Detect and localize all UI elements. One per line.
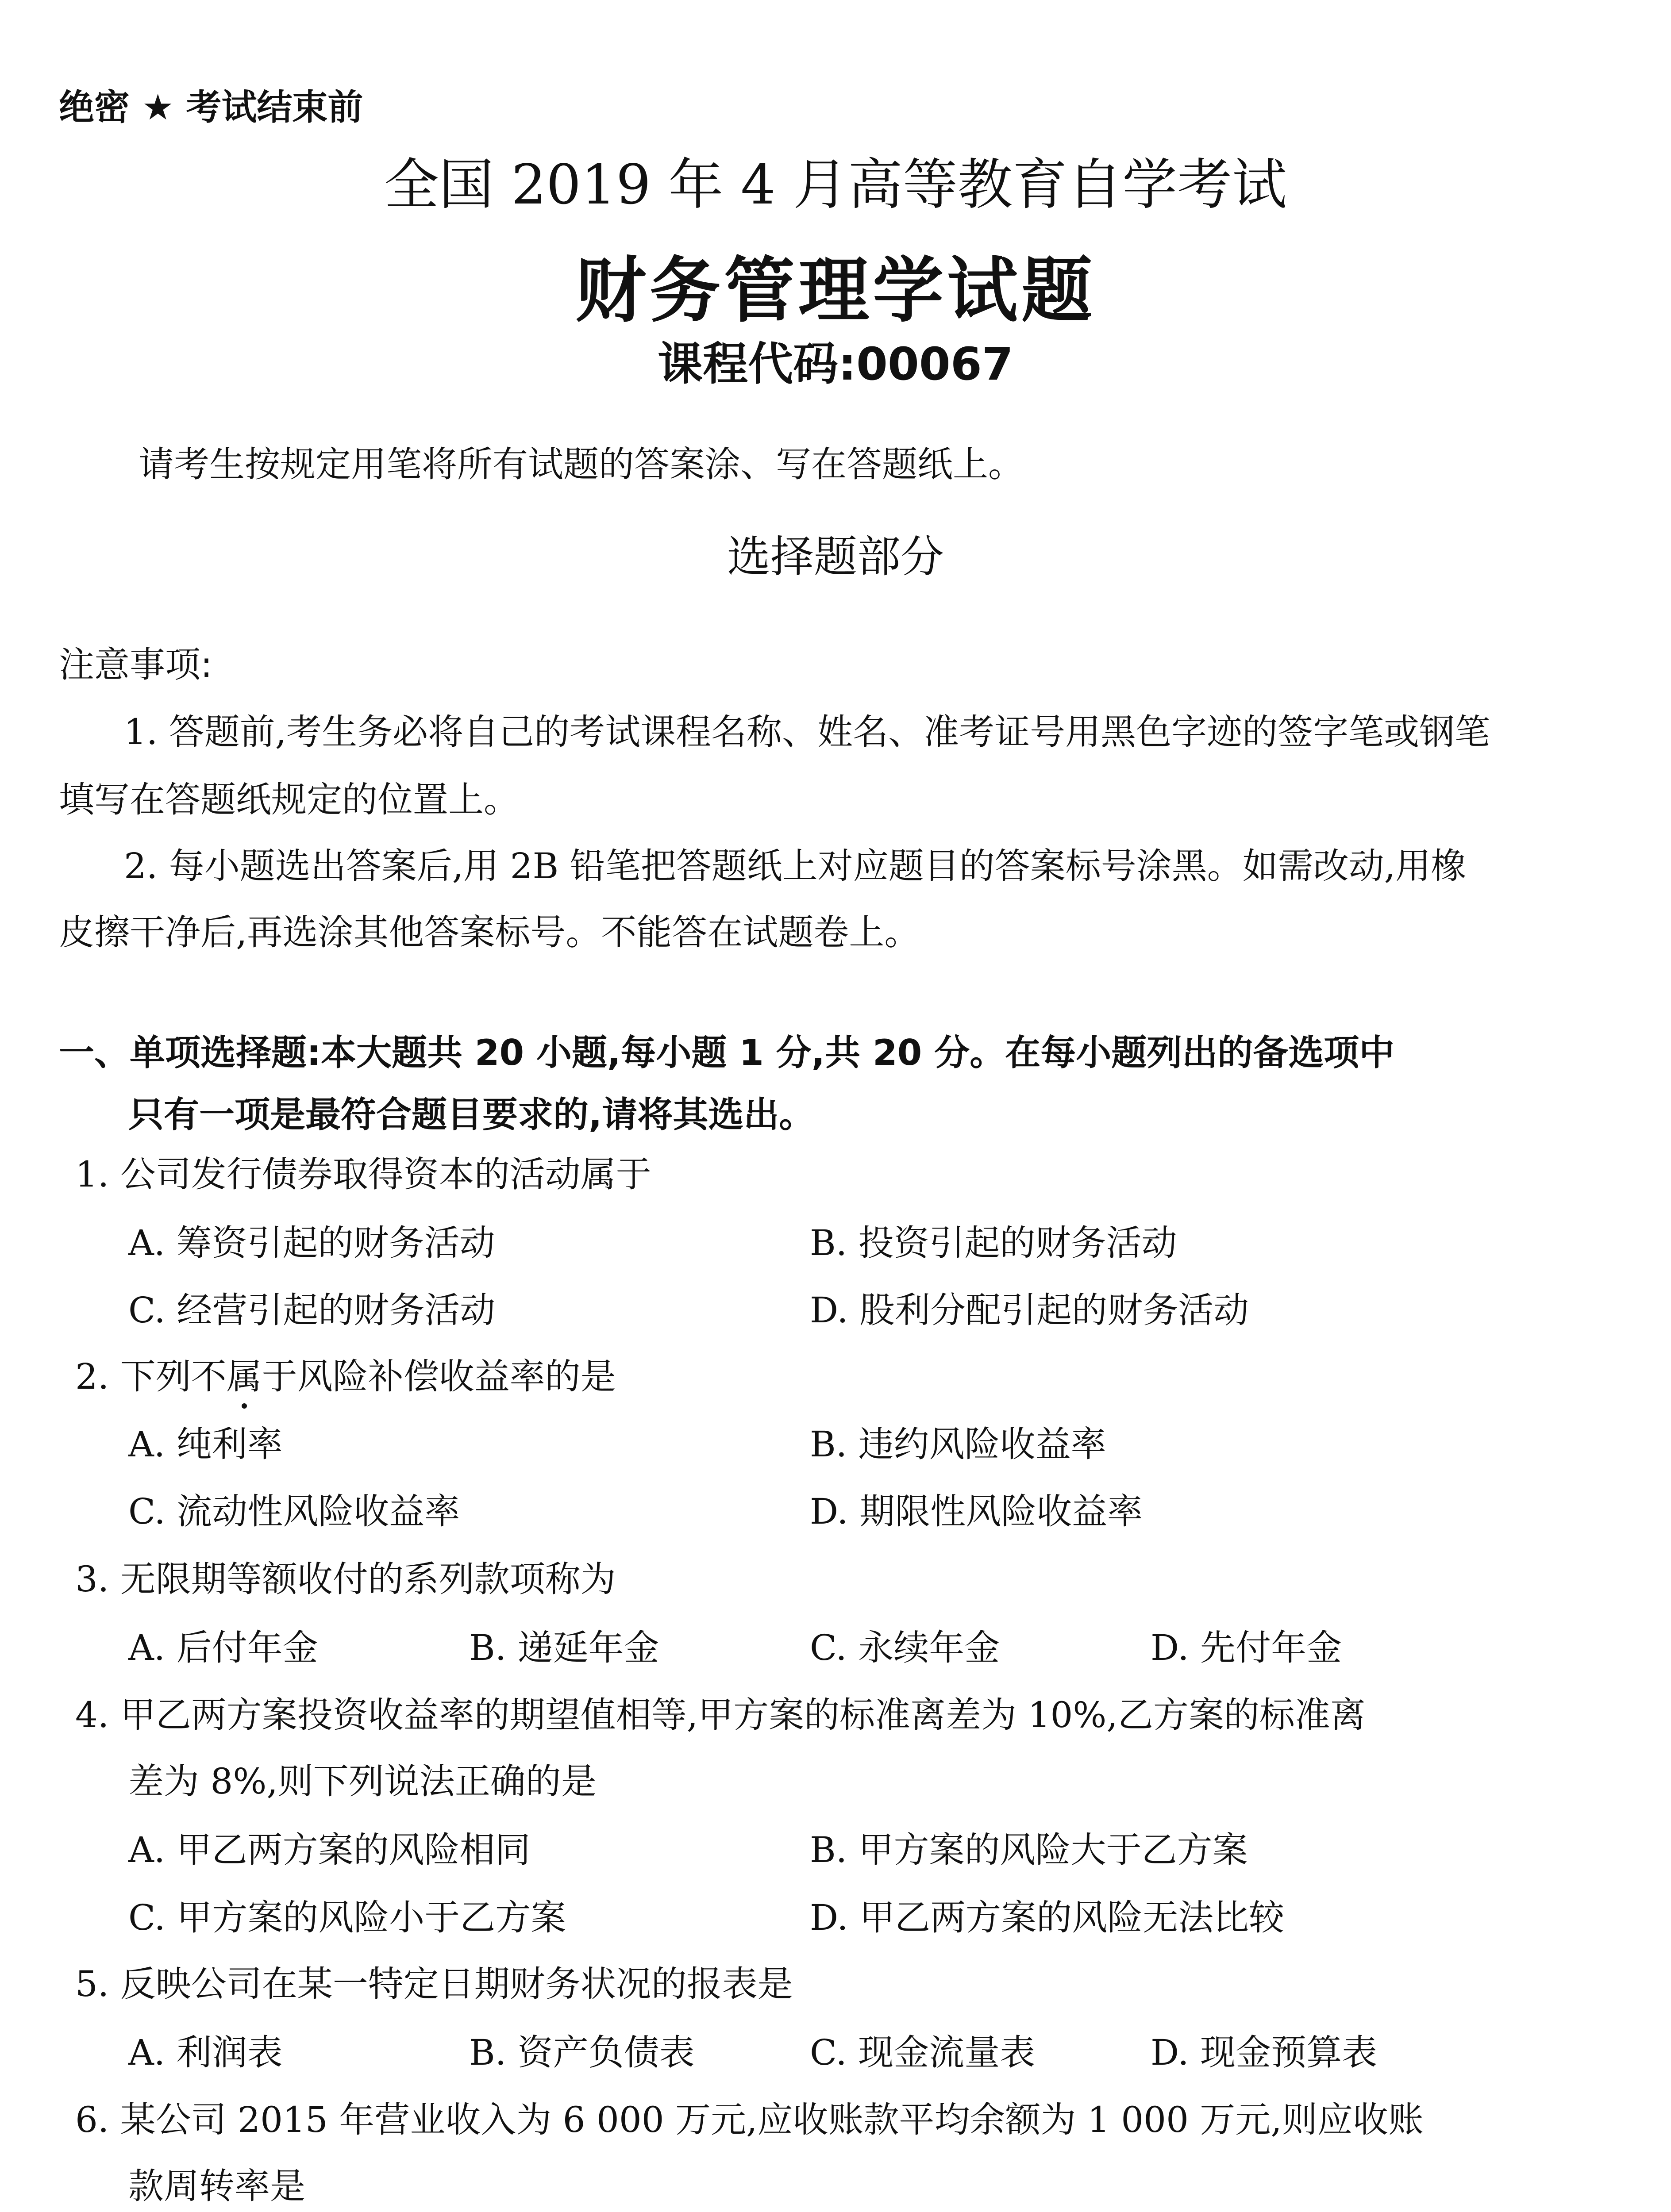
notice-item-2-cont: 皮擦干净后,再选涂其他答案标号。不能答在试题卷上。: [59, 912, 920, 953]
question-1-option-d: D. 股利分配引起的财务活动: [810, 1290, 1249, 1331]
question-4-option-d: D. 甲乙两方案的风险无法比较: [810, 1897, 1285, 1938]
confidential-label: 绝密 ★ 考试结束前: [59, 87, 363, 128]
question-3-option-d: D. 先付年金: [1151, 1627, 1342, 1668]
notice-item-2: 2. 每小题选出答案后,用 2B 铅笔把答题纸上对应题目的答案标号涂黑。如需改动,用橡: [124, 845, 1467, 887]
question-2: [75, 1348, 616, 1399]
question-2-option-d: D. 期限性风险收益率: [810, 1491, 1143, 1532]
question-3-option-a: A. 后付年金: [128, 1627, 318, 1668]
question-6-cont: 款周转率是: [128, 2166, 305, 2207]
question-6: 6. 某公司 2015 年营业收入为 6 000 万元,应收账款平均余额为 1 000 万元,则应收账: [75, 2099, 1424, 2140]
notice-item-1-cont: 填写在答题纸规定的位置上。: [59, 779, 519, 820]
question-2-suffix: 风险补偿收益率的是: [297, 1356, 616, 1397]
question-2-prefix: 2. 下列: [75, 1356, 191, 1397]
question-1-option-b: B. 投资引起的财务活动: [810, 1222, 1177, 1263]
notice-item-1: 1. 答题前,考生务必将自己的考试课程名称、姓名、准考证号用黑色字迹的签字笔或钢笔: [124, 711, 1490, 753]
question-3: 3. 无限期等额收付的系列款项称为: [75, 1559, 616, 1600]
question-1-option-c: C. 经营引起的财务活动: [128, 1290, 496, 1331]
section-title-cont: 只有一项是最符合题目要求的,请将其选出。: [128, 1094, 815, 1135]
question-4-option-c: C. 甲方案的风险小于乙方案: [128, 1897, 566, 1938]
question-3-option-c: C. 永续年金: [810, 1627, 1000, 1668]
subject-title: 财务管理学试题: [575, 249, 1096, 332]
part-title: 选择题部分: [727, 532, 944, 582]
question-2-option-a: A. 纯利率: [128, 1424, 283, 1465]
question-2-option-c: C. 流动性风险收益率: [128, 1491, 460, 1532]
question-4-cont: 差为 8%,则下列说法正确的是: [128, 1761, 597, 1802]
question-4: 4. 甲乙两方案投资收益率的期望值相等,甲方案的标准离差为 10%,乙方案的标准离: [75, 1694, 1366, 1736]
question-5: 5. 反映公司在某一特定日期财务状况的报表是: [75, 1963, 793, 2005]
question-2-option-b: B. 违约风险收益率: [810, 1424, 1106, 1465]
question-1: 1. 公司发行债券取得资本的活动属于: [75, 1154, 651, 1195]
question-2-emphasis: 不属于: [191, 1348, 297, 1399]
course-code: 课程代码:00067: [658, 338, 1013, 391]
question-5-option-b: B. 资产负债表: [469, 2032, 695, 2073]
question-3-option-b: B. 递延年金: [469, 1627, 659, 1668]
instruction-text: 请考生按规定用笔将所有试题的答案涂、写在答题纸上。: [139, 444, 1024, 485]
question-4-option-b: B. 甲方案的风险大于乙方案: [810, 1829, 1248, 1870]
exam-title: 全国 2019 年 4 月高等教育自学考试: [384, 153, 1287, 217]
notice-label: 注意事项:: [59, 644, 212, 685]
question-1-option-a: A. 筹资引起的财务活动: [128, 1222, 495, 1263]
section-title: 一、单项选择题:本大题共 20 小题,每小题 1 分,共 20 分。在每小题列出的备选项中: [59, 1032, 1395, 1073]
question-5-option-d: D. 现金预算表: [1151, 2032, 1378, 2073]
question-4-option-a: A. 甲乙两方案的风险相同: [128, 1829, 531, 1870]
question-5-option-a: A. 利润表: [128, 2032, 283, 2073]
question-5-option-c: C. 现金流量表: [810, 2032, 1036, 2073]
